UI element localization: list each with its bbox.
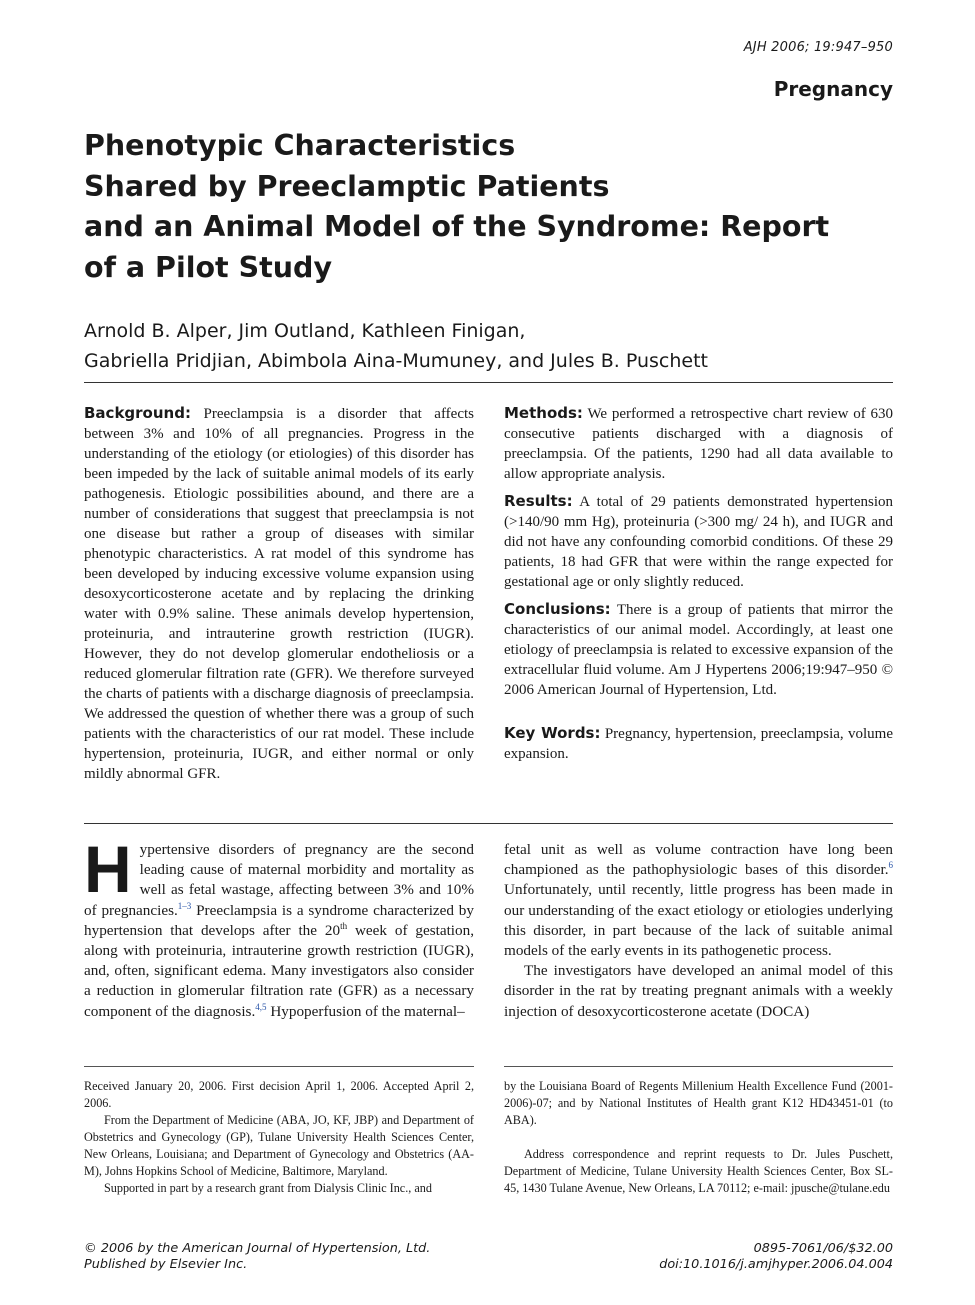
support-note: Supported in part by a research grant from Dialysis Clinic Inc., and — [104, 1181, 432, 1195]
body-text: Unfortunately, until recently, little progress has been made in our understanding of the exact etiology or etiologies underlying this disorder, in part because of the lack of suitable animal models of the early events in its pathogenetic process. — [504, 881, 893, 960]
author-list — [84, 316, 708, 376]
background-text: Preeclampsia is a disorder that affects between 3% and 10% of all pregnancies. Progress in the understanding of the etiology (or etiologies) of this disorder has been impeded by the lack of suitable animal models of its early pathogenesis. Etiologic possibilities abound, and there are a number of considerations that suggest that preeclampsia is not one disease but rather a group of diseases with similar phenotypic characteristics. A rat model of this syndrome has been developed by inducing excessive volume expansion using desoxycorticosterone acetate and by replacing the drinking water with 0.9% saline. These animals develop hypertension, proteinuria, and intrauterine growth restriction (IUGR). However, they do not develop glomerular endotheliosis or a reduced glomerular filtration rate (GFR). We therefore surveyed the charts of patients with a discharge diagnosis of preeclampsia. We addressed the question of whether there was a group of such patients with the characteristics of our rat model. These include hypertension, proteinuria, IUGR, and either normal or only mildly abnormal GFR. — [84, 406, 474, 782]
abstract-left-column — [84, 403, 474, 784]
body-text: week of gestation, along with proteinuria, intrauterine growth restriction (IUGR), and, often, significant edema. Many investigators also consider a reduction in glomerular filtration rate (GFR) as a necessary component of the diagnosis. — [84, 921, 474, 1020]
title-line: of a Pilot Study — [84, 250, 333, 284]
drop-cap: H — [84, 832, 132, 906]
publisher-line: Published by Elsevier Inc. — [84, 1257, 248, 1272]
copyright-block — [84, 1241, 430, 1273]
body-right-column — [504, 840, 893, 1022]
abstract-methods — [504, 403, 893, 484]
body-left-column — [84, 832, 474, 1022]
support-note-continued: by the Louisiana Board of Regents Millenium Health Excellence Fund (2001-2006)-07; and by National Institutes of Health grant K12 HD43451-01 (to ABA). — [504, 1079, 893, 1127]
results-heading: Results: — [504, 492, 573, 510]
title-line: Shared by Preeclamptic Patients — [84, 169, 610, 203]
body-paragraph: The investigators have developed an animal model of this disorder in the rat by treating pregnant animals with a weekly injection of desoxycorticosterone acetate (DOCA) — [504, 962, 893, 1020]
doi-link[interactable]: doi:10.1016/j.amjhyper.2006.04.004 — [659, 1257, 893, 1272]
abstract-background — [84, 403, 474, 784]
keywords-heading: Key Words: — [504, 724, 601, 742]
conclusions-text: There is a group of patients that mirror the characteristics of our animal model. Accordingly, at least one etiology of preeclampsia is related to excessive expansion of the extracellular fluid volume. Am J Hypertens 2006;19:947–950 © 2006 American Journal of Hypertension, Ltd. — [504, 602, 893, 698]
copyright-line: © 2006 by the American Journal of Hypertension, Ltd. — [84, 1241, 431, 1256]
correspondence-note: Address correspondence and reprint requests to Dr. Jules Puschett, Department of Medicine, Tulane University Health Sciences Center, Box SL-45, 1430 Tulane Avenue, New Orleans, LA 70112; e-mail: jpusche@tulane.edu — [504, 1147, 893, 1195]
footnotes-left — [84, 1078, 474, 1197]
abstract-bottom-rule — [84, 823, 893, 824]
results-text: A total of 29 patients demonstrated hypertension (>140/90 mm Hg), proteinuria (>300 mg/ 24 h), and IUGR and did not have any confounding comorbid conditions. Of these 29 patients, 18 had GFR that were within the range expected for gestational age or only slightly reduced. — [504, 494, 893, 590]
footnote-rule — [504, 1066, 893, 1067]
abstract-right-column — [504, 403, 893, 764]
abstract-keywords — [504, 723, 893, 764]
abstract-results — [504, 491, 893, 592]
body-text: Preeclampsia is a syndrome characterized by hypertension that develops after the 20 — [84, 901, 474, 939]
body-paragraph — [504, 840, 893, 961]
keywords-text: Pregnancy, hypertension, preeclampsia, volume expansion. — [504, 726, 893, 762]
issn-line: 0895-7061/06/$32.00 — [753, 1241, 893, 1256]
author-line: Gabriella Pridjian, Abimbola Aina-Mumuney, and Jules B. Puschett — [84, 350, 708, 372]
footnote-rule — [84, 1066, 474, 1067]
title-line: and an Animal Model of the Syndrome: Report — [84, 210, 830, 243]
footnotes-right — [504, 1078, 893, 1197]
affiliations-note: From the Department of Medicine (ABA, JO, KF, JBP) and Department of Obstetrics and Gynecology (GP), Tulane University Health Sciences Center, New Orleans, Louisiana; and Department of Gynecology and Obstetrics (AA-M), Johns Hopkins School of Medicine, Baltimore, Maryland. — [84, 1113, 474, 1178]
journal-reference: AJH 2006; 19:947–950 — [743, 40, 893, 55]
conclusions-heading: Conclusions: — [504, 600, 611, 618]
intro-paragraph — [84, 832, 474, 1022]
citation-link[interactable]: 4,5 — [255, 1001, 267, 1012]
abstract-conclusions — [504, 599, 893, 700]
body-text: fetal unit as well as volume contraction have long been championed as the pathophysiologic bases of this disorder. — [504, 841, 893, 879]
citation-link[interactable]: 6 — [888, 860, 893, 871]
abstract-top-rule — [84, 382, 893, 383]
background-heading: Background: — [84, 404, 191, 422]
body-text: ypertensive disorders of pregnancy are the second leading cause of maternal morbidity and mortality as well as fetal wastage, affecting between 3% and 10% of pregnancies. — [84, 841, 474, 919]
superscript: th — [340, 920, 348, 931]
citation-link[interactable]: 1–3 — [177, 900, 192, 911]
body-text: Hypoperfusion of the maternal– — [266, 1002, 465, 1020]
author-line: Arnold B. Alper, Jim Outland, Kathleen Finigan, — [84, 320, 526, 342]
section-label: Pregnancy — [773, 77, 893, 101]
methods-heading: Methods: — [504, 404, 583, 422]
identifier-block — [659, 1241, 893, 1273]
received-note: Received January 20, 2006. First decision April 1, 2006. Accepted April 2, 2006. — [84, 1079, 474, 1110]
article-title — [84, 126, 884, 288]
methods-text: We performed a retrospective chart review of 630 consecutive patients discharged with a diagnosis of preeclampsia. Of the patients, 1290 had all data available to allow appropriate analysis. — [504, 406, 893, 482]
title-line: Phenotypic Characteristics — [84, 129, 516, 162]
